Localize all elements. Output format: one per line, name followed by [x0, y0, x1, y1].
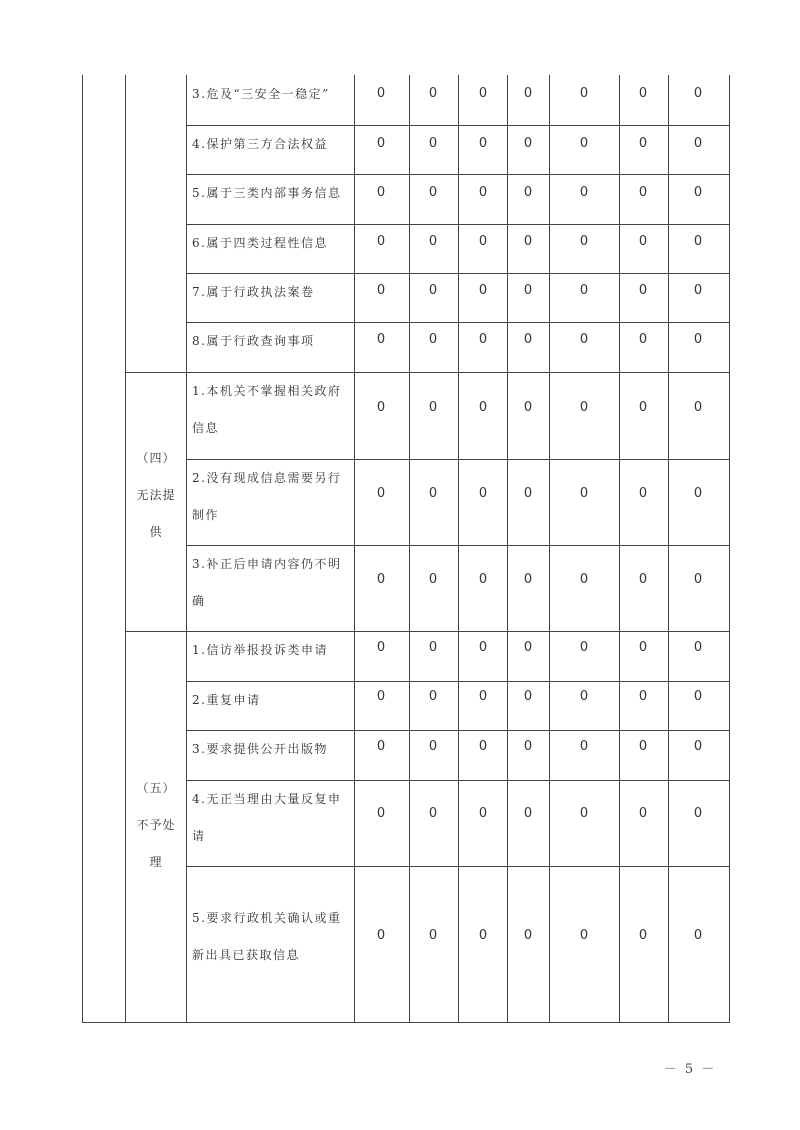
row-label-line: 3.补正后申请内容仍不明 — [192, 557, 342, 571]
value-cell: 0 — [428, 234, 438, 249]
value-cell: 0 — [376, 400, 386, 415]
row-label: 6.属于四类过程性信息 — [192, 236, 328, 250]
value-cell: 0 — [478, 86, 488, 101]
value-cell: 0 — [523, 136, 533, 151]
value-cell: 0 — [523, 739, 533, 754]
value-cell: 0 — [523, 486, 533, 501]
value-cell: 0 — [478, 185, 488, 200]
value-cell: 0 — [638, 486, 648, 501]
value-cell: 0 — [478, 400, 488, 415]
value-cell: 0 — [478, 640, 488, 655]
value-cell: 0 — [693, 332, 703, 347]
value-cell: 0 — [523, 234, 533, 249]
value-cell: 0 — [428, 928, 438, 943]
value-cell: 0 — [478, 806, 488, 821]
value-cell: 0 — [638, 86, 648, 101]
value-cell: 0 — [523, 332, 533, 347]
value-cell: 0 — [428, 136, 438, 151]
value-cell: 0 — [376, 689, 386, 704]
value-cell: 0 — [638, 136, 648, 151]
row-label-line: 1.本机关不掌握相关政府 — [192, 384, 342, 398]
value-cell: 0 — [579, 928, 589, 943]
value-cell: 0 — [428, 739, 438, 754]
value-cell: 0 — [579, 739, 589, 754]
row-label — [192, 546, 350, 620]
value-cell: 0 — [638, 689, 648, 704]
value-cell: 0 — [638, 806, 648, 821]
value-cell: 0 — [693, 283, 703, 298]
value-cell: 0 — [523, 689, 533, 704]
value-cell: 0 — [428, 185, 438, 200]
value-cell: 0 — [638, 928, 648, 943]
value-cell: 0 — [693, 86, 703, 101]
category-line: （五） — [136, 781, 176, 795]
value-cell: 0 — [523, 283, 533, 298]
value-cell: 0 — [376, 640, 386, 655]
row-label-line: 2.没有现成信息需要另行 — [192, 471, 342, 485]
category-line: （四） — [136, 451, 176, 465]
category-label — [126, 440, 186, 551]
value-cell: 0 — [693, 572, 703, 587]
value-cell: 0 — [376, 486, 386, 501]
value-cell: 0 — [579, 806, 589, 821]
value-cell: 0 — [376, 572, 386, 587]
value-cell: 0 — [693, 689, 703, 704]
column-divider — [186, 75, 187, 1023]
value-cell: 0 — [638, 572, 648, 587]
row-label: 4.保护第三方合法权益 — [192, 137, 328, 151]
value-cell: 0 — [478, 572, 488, 587]
value-cell: 0 — [428, 572, 438, 587]
value-cell: 0 — [693, 136, 703, 151]
row-label-line: 4.无正当理由大量反复申 — [192, 792, 342, 806]
table-border-bottom — [82, 1022, 729, 1023]
value-cell: 0 — [428, 332, 438, 347]
value-cell: 0 — [693, 486, 703, 501]
category-line: 不予处 — [136, 818, 176, 832]
value-cell: 0 — [523, 400, 533, 415]
value-cell: 0 — [638, 332, 648, 347]
value-cell: 0 — [693, 806, 703, 821]
value-cell: 0 — [478, 283, 488, 298]
value-cell: 0 — [579, 234, 589, 249]
value-cell: 0 — [693, 400, 703, 415]
column-divider — [668, 75, 669, 1023]
value-cell: 0 — [478, 234, 488, 249]
value-cell: 0 — [638, 640, 648, 655]
category-line: 理 — [149, 855, 163, 869]
table-border-right — [729, 75, 730, 1023]
row-label — [192, 900, 350, 974]
value-cell: 0 — [579, 136, 589, 151]
value-cell: 0 — [693, 928, 703, 943]
row-label — [192, 460, 350, 534]
row-label-line: 制作 — [192, 508, 220, 522]
value-cell: 0 — [376, 928, 386, 943]
value-cell: 0 — [428, 640, 438, 655]
page-number: － 5 － — [663, 1062, 717, 1077]
value-cell: 0 — [579, 332, 589, 347]
value-cell: 0 — [523, 928, 533, 943]
value-cell: 0 — [376, 185, 386, 200]
value-cell: 0 — [693, 234, 703, 249]
value-cell: 0 — [428, 400, 438, 415]
row-label-line: 请 — [192, 829, 206, 843]
value-cell: 0 — [579, 283, 589, 298]
value-cell: 0 — [428, 86, 438, 101]
value-cell: 0 — [428, 806, 438, 821]
value-cell: 0 — [376, 86, 386, 101]
value-cell: 0 — [428, 283, 438, 298]
value-cell: 0 — [579, 640, 589, 655]
row-divider — [186, 866, 729, 867]
row-label-line: 信息 — [192, 421, 220, 435]
value-cell: 0 — [579, 400, 589, 415]
value-cell: 0 — [579, 572, 589, 587]
value-cell: 0 — [523, 806, 533, 821]
table-border-left — [82, 75, 83, 1023]
column-divider — [458, 75, 459, 1023]
value-cell: 0 — [693, 739, 703, 754]
row-label — [192, 781, 350, 855]
value-cell: 0 — [376, 136, 386, 151]
row-label — [192, 373, 350, 447]
category-label — [126, 770, 186, 881]
value-cell: 0 — [478, 136, 488, 151]
column-divider — [619, 75, 620, 1023]
value-cell: 0 — [638, 400, 648, 415]
value-cell: 0 — [428, 689, 438, 704]
row-label: 7.属于行政执法案卷 — [192, 285, 315, 299]
value-cell: 0 — [523, 86, 533, 101]
value-cell: 0 — [376, 332, 386, 347]
column-divider — [549, 75, 550, 1023]
row-label: 3.危及“三安全一稳定” — [192, 87, 330, 101]
row-label: 1.信访举报投诉类申请 — [192, 643, 328, 657]
value-cell: 0 — [638, 283, 648, 298]
row-label: 3.要求提供公开出版物 — [192, 742, 328, 756]
value-cell: 0 — [376, 806, 386, 821]
value-cell: 0 — [638, 739, 648, 754]
value-cell: 0 — [693, 640, 703, 655]
value-cell: 0 — [376, 283, 386, 298]
value-cell: 0 — [638, 185, 648, 200]
row-label-line: 确 — [192, 594, 206, 608]
value-cell: 0 — [478, 739, 488, 754]
column-divider — [409, 75, 410, 1023]
category-line: 无法提 — [136, 488, 176, 502]
column-divider — [507, 75, 508, 1023]
row-label-line: 5.要求行政机关确认或重 — [192, 911, 342, 925]
value-cell: 0 — [428, 486, 438, 501]
value-cell: 0 — [478, 486, 488, 501]
value-cell: 0 — [523, 185, 533, 200]
value-cell: 0 — [523, 640, 533, 655]
category-line: 供 — [149, 525, 163, 539]
value-cell: 0 — [478, 689, 488, 704]
value-cell: 0 — [579, 185, 589, 200]
value-cell: 0 — [523, 572, 533, 587]
value-cell: 0 — [478, 332, 488, 347]
value-cell: 0 — [376, 739, 386, 754]
value-cell: 0 — [579, 86, 589, 101]
value-cell: 0 — [638, 234, 648, 249]
column-divider — [354, 75, 355, 1023]
value-cell: 0 — [376, 234, 386, 249]
row-label: 2.重复申请 — [192, 693, 261, 707]
value-cell: 0 — [579, 689, 589, 704]
row-label: 8.属于行政查询事项 — [192, 334, 315, 348]
value-cell: 0 — [693, 185, 703, 200]
row-label: 5.属于三类内部事务信息 — [192, 186, 342, 200]
value-cell: 0 — [579, 486, 589, 501]
row-label-line: 新出具已获取信息 — [192, 948, 301, 962]
value-cell: 0 — [478, 928, 488, 943]
